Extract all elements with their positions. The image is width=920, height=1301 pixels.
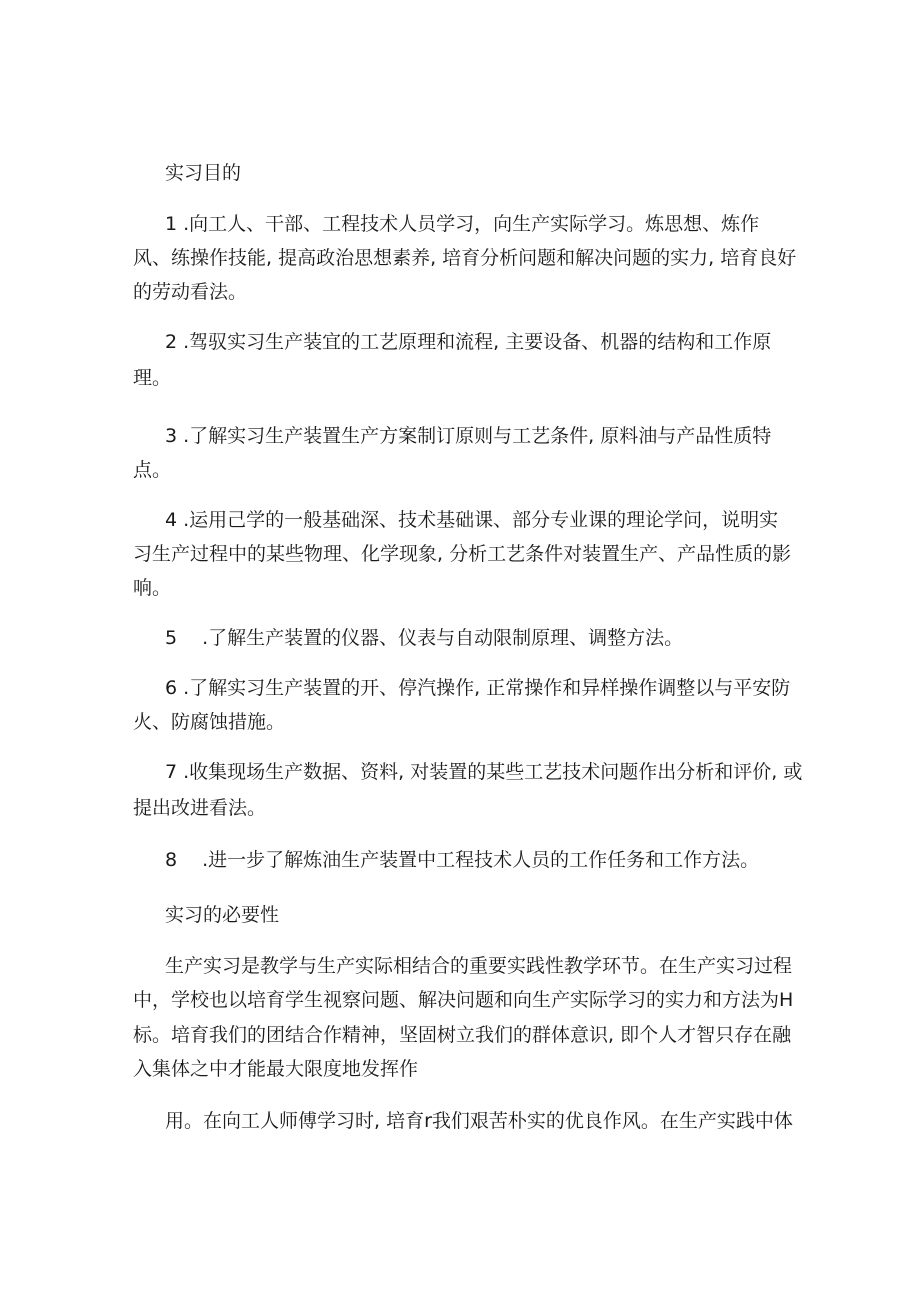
list-item-line: 火、防腐蚀措施。 bbox=[133, 711, 286, 733]
paragraph-line: 生产实习是教学与生产实际相结合的重要实践性教学环节。在生产实习过程 bbox=[165, 955, 793, 977]
list-item-line: 响。 bbox=[133, 577, 172, 599]
list-item-line: 8 .进一步了解炼油生产装置中工程技术人员的工作任务和工作方法。 bbox=[165, 849, 760, 871]
list-item-line: 3 .了解实习生产装置生产方案制订原则与工艺条件, 原料油与产品性质特 bbox=[165, 425, 772, 447]
list-item-line: 2 .驾驭实习生产装宜的工艺原理和流程, 主要设备、机器的结构和工作原 bbox=[165, 331, 772, 353]
list-item-line: 1 .向工人、干部、工程技术人员学习，向生产实际学习。炼思想、炼作 bbox=[165, 213, 760, 235]
paragraph-line: 中，学校也以培育学生视察问题、解决问题和向生产实际学习的实力和方法为H bbox=[133, 989, 794, 1011]
paragraph-line: 用。在向工人师傅学习时, 培育r我们艰苦朴实的优良作风。在生产实践中体 bbox=[165, 1110, 793, 1132]
list-item-line: 7 .收集现场生产数据、资料, 对装置的某些工艺技术问题作出分析和评价, 或 bbox=[165, 761, 803, 783]
list-item-line: 5 .了解生产装置的仪器、仪表与自动限制原理、调整方法。 bbox=[165, 627, 684, 649]
list-item-line: 风、练操作技能, 提高政治思想素养, 培育分析问题和解决问题的实力, 培育良好 bbox=[133, 247, 797, 269]
list-item-line: 6 .了解实习生产装置的开、停汽操作, 正常操作和异样操作调整以与平安防 bbox=[165, 677, 791, 699]
list-item-line: 的劳动看法。 bbox=[133, 281, 248, 303]
paragraph-line: 入集体之中才能最大限度地发挥作 bbox=[133, 1058, 419, 1080]
paragraph-line: 标。培育我们的团结合作精神，坚固树立我们的群体意识, 即个人才智只存在融 bbox=[133, 1024, 792, 1046]
list-item-line: 点。 bbox=[133, 459, 172, 481]
section-heading-purpose: 实习目的 bbox=[165, 162, 242, 184]
section-heading-necessity: 实习的必要性 bbox=[165, 904, 280, 926]
list-item-line: 提出改进看法。 bbox=[133, 797, 267, 819]
list-item-line: 理。 bbox=[133, 367, 172, 389]
list-item-line: 4 .运用己学的一般基础深、技术基础课、部分专业课的理论学问，说明实 bbox=[165, 509, 779, 531]
list-item-line: 习生产过程中的某些物理、化学现象, 分析工艺条件对装置生产、产品性质的影 bbox=[133, 543, 792, 565]
